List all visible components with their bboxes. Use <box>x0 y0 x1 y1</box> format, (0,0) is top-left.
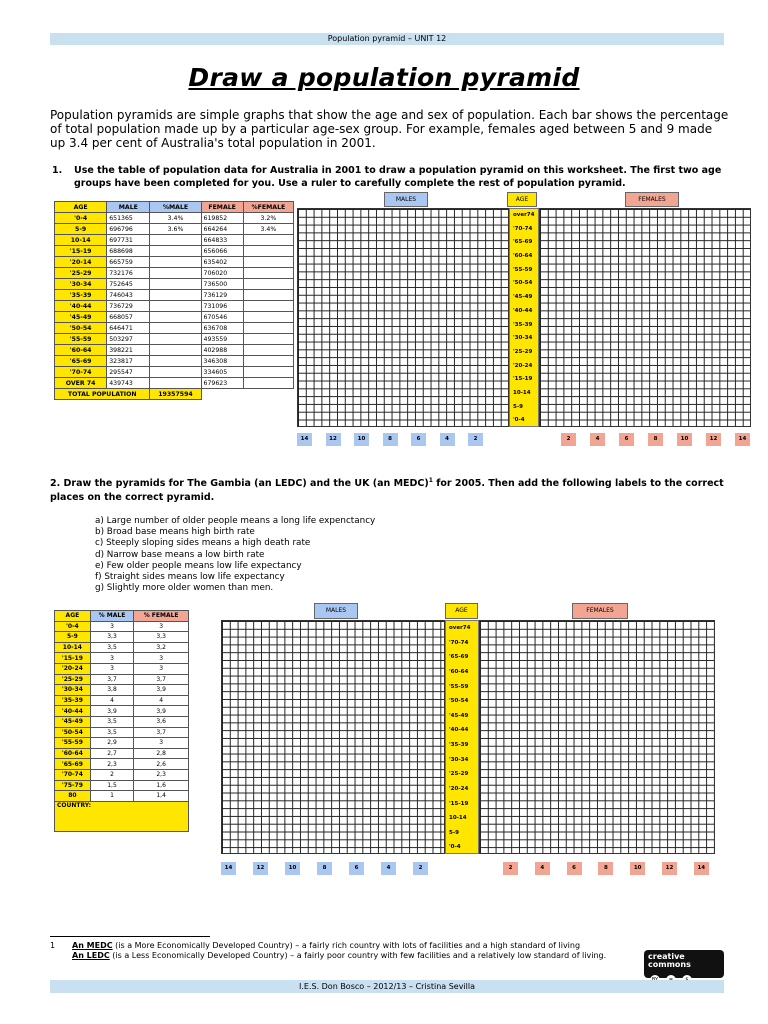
table2-body <box>55 621 189 801</box>
pyramid-labels-list <box>95 516 515 594</box>
table-cell: 3,2 <box>134 642 189 653</box>
age-cell: '15-19 <box>55 246 107 257</box>
table-cell: 1,4 <box>134 791 189 802</box>
age-group-label: 5-9 <box>513 403 523 410</box>
table1-total-label: TOTAL POPULATION <box>55 389 150 400</box>
table-row <box>55 759 189 770</box>
table-cell[interactable] <box>243 367 293 378</box>
male-scale-tick: 12 <box>253 862 268 875</box>
chart1-males-label: MALES <box>384 192 428 207</box>
table-row <box>55 780 189 791</box>
female-scale-tick: 6 <box>567 862 582 875</box>
footnote-ledc <box>50 951 670 961</box>
table1-total-empty <box>243 389 293 400</box>
label-option: d) Narrow base means a low birth rate <box>95 549 265 560</box>
age-group-label: '30-34 <box>449 756 469 763</box>
female-scale-tick: 12 <box>706 433 721 446</box>
table-cell[interactable]: 3.4% <box>150 213 201 224</box>
age-cell: '25-29 <box>55 674 91 685</box>
male-scale-tick: 12 <box>326 433 341 446</box>
table-cell: 334605 <box>201 367 243 378</box>
table-row <box>55 301 294 312</box>
chart2-age-label: AGE <box>445 603 478 619</box>
table-cell: 493559 <box>201 334 243 345</box>
table-cell[interactable] <box>243 290 293 301</box>
age-cell: '45-49 <box>55 312 107 323</box>
age-group-label: '45-49 <box>513 294 533 301</box>
age-cell: '0-4 <box>55 621 91 632</box>
table-cell: 346308 <box>201 356 243 367</box>
table-row <box>55 378 294 389</box>
age-cell: '50-54 <box>55 323 107 334</box>
table-cell: 1,6 <box>134 780 189 791</box>
age-group-label: over74 <box>513 212 535 218</box>
table-cell: 731096 <box>201 301 243 312</box>
table-cell[interactable] <box>243 323 293 334</box>
table-cell: 679623 <box>201 378 243 389</box>
table-cell[interactable] <box>243 301 293 312</box>
medc-term: An MEDC <box>72 941 113 950</box>
table-cell: 323817 <box>107 356 150 367</box>
table-cell[interactable] <box>243 257 293 268</box>
table-cell: 3,8 <box>90 685 133 696</box>
table-cell: 668057 <box>107 312 150 323</box>
table-cell: 646471 <box>107 323 150 334</box>
ledc-term: An LEDC <box>72 951 110 960</box>
male-scale-tick: 6 <box>349 862 364 875</box>
table-cell[interactable] <box>243 235 293 246</box>
table-cell: 402988 <box>201 345 243 356</box>
table-cell: 3 <box>90 663 133 674</box>
table-cell[interactable] <box>150 367 201 378</box>
age-cell: '35-39 <box>55 695 91 706</box>
table-cell: 2,9 <box>90 738 133 749</box>
female-scale-tick: 12 <box>662 862 677 875</box>
label-option: c) Steeply sloping sides means a high death rate <box>95 538 311 549</box>
table-cell[interactable] <box>150 345 201 356</box>
table1-header-male: MALE <box>107 202 150 213</box>
female-scale-tick: 2 <box>503 862 518 875</box>
table-row <box>55 727 189 738</box>
table2-country-field[interactable]: COUNTRY: <box>55 801 189 831</box>
table-row <box>55 632 189 643</box>
table-cell[interactable]: 3.2% <box>243 213 293 224</box>
label-option: b) Broad base means high birth rate <box>95 527 255 538</box>
table-cell: 3,7 <box>134 727 189 738</box>
table-cell: 3 <box>90 653 133 664</box>
table-cell[interactable] <box>150 268 201 279</box>
table1-header-pct-female: %FEMALE <box>243 202 293 213</box>
female-scale-tick: 2 <box>561 433 576 446</box>
question-2-text: 2. Draw the pyramids for The Gambia (an LEDC) and the UK (an MEDC) <box>50 478 429 490</box>
table-row <box>55 246 294 257</box>
page-footer: I.E.S. Don Bosco – 2012/13 – Cristina Sevilla <box>50 980 724 993</box>
page-header: Population pyramid – UNIT 12 <box>50 33 724 45</box>
table-cell[interactable] <box>150 290 201 301</box>
table-cell[interactable] <box>243 334 293 345</box>
age-group-label: '20-24 <box>513 362 533 369</box>
age-group-label: '65-69 <box>449 654 469 661</box>
table-row <box>55 685 189 696</box>
table-cell[interactable] <box>150 323 201 334</box>
age-cell: '70-74 <box>55 367 107 378</box>
female-scale-tick: 14 <box>735 433 750 446</box>
table-cell: 688698 <box>107 246 150 257</box>
male-scale-tick: 14 <box>221 862 236 875</box>
age-cell: 80 <box>55 791 91 802</box>
table-row <box>55 268 294 279</box>
age-group-label: '60-64 <box>449 668 469 675</box>
table-cell[interactable] <box>243 246 293 257</box>
creative-commons-logo: creative commons <box>648 952 691 969</box>
male-scale-tick: 6 <box>411 433 426 446</box>
age-cell: '30-34 <box>55 685 91 696</box>
age-group-label: '25-29 <box>449 771 469 778</box>
table-cell[interactable] <box>243 378 293 389</box>
table-cell: 2,3 <box>134 769 189 780</box>
age-cell: '20-24 <box>55 663 91 674</box>
table1-body <box>55 213 294 389</box>
table-cell[interactable] <box>243 356 293 367</box>
age-group-label: '40-44 <box>513 307 533 314</box>
table-cell: 2,3 <box>90 759 133 770</box>
age-group-label: '50-54 <box>513 280 533 287</box>
male-scale-tick: 10 <box>285 862 300 875</box>
table-cell[interactable] <box>150 312 201 323</box>
table-cell: 3,5 <box>90 727 133 738</box>
table-cell[interactable] <box>150 246 201 257</box>
table-cell: 1 <box>90 791 133 802</box>
page-title: Draw a population pyramid <box>188 63 580 92</box>
age-group-label: '45-49 <box>449 712 469 719</box>
table-row <box>55 791 189 802</box>
table-cell: 3,9 <box>90 706 133 717</box>
male-scale-tick: 14 <box>297 433 312 446</box>
table-cell: 619852 <box>201 213 243 224</box>
table-row <box>55 674 189 685</box>
table-cell[interactable] <box>243 345 293 356</box>
table-row <box>55 695 189 706</box>
label-option: a) Large number of older people means a long life expenctancy <box>95 516 376 526</box>
table-row <box>55 323 294 334</box>
age-cell: '15-19 <box>55 653 91 664</box>
age-group-label: '55-59 <box>449 683 469 690</box>
female-scale-tick: 10 <box>677 433 692 446</box>
table-cell: 3,7 <box>90 674 133 685</box>
table-cell: 1,5 <box>90 780 133 791</box>
age-group-label: 5-9 <box>449 829 459 836</box>
table-cell[interactable] <box>243 312 293 323</box>
age-group-label: '55-59 <box>513 266 533 273</box>
label-option: g) Slightly more older women than men. <box>95 583 274 594</box>
male-scale-tick: 8 <box>317 862 332 875</box>
intro-paragraph: Population pyramids are simple graphs that show the age and sex of population. Each bar shows the percentage of total population made up by a particular age-sex group. For example, females aged between 5 and 9 made up 3.4 per cent of Australia's total population in 2001. <box>50 108 729 150</box>
table2-header-pct-female: % FEMALE <box>134 611 189 622</box>
question-1 <box>52 164 724 190</box>
table-cell[interactable] <box>243 268 293 279</box>
table-row <box>55 334 294 345</box>
table-cell: 503297 <box>107 334 150 345</box>
table-cell: 3,5 <box>90 716 133 727</box>
table-cell: 3 <box>90 621 133 632</box>
table-row <box>55 706 189 717</box>
table-row <box>55 738 189 749</box>
question-2 <box>50 474 725 505</box>
chart2-females-label: FEMALES <box>572 603 628 619</box>
age-group-label: '35-39 <box>449 742 469 748</box>
footnote-divider <box>50 936 210 937</box>
table-row <box>55 224 294 235</box>
female-scale-tick: 14 <box>694 862 709 875</box>
table-cell: 736500 <box>201 279 243 290</box>
female-scale-tick: 8 <box>648 433 663 446</box>
male-scale-tick: 4 <box>440 433 455 446</box>
table1-header-female: FEMALE <box>201 202 243 213</box>
table-cell: 746043 <box>107 290 150 301</box>
age-cell: '70-74 <box>55 769 91 780</box>
table-cell: 2,6 <box>134 759 189 770</box>
male-scale-tick: 8 <box>383 433 398 446</box>
table-cell: 4 <box>134 695 189 706</box>
age-cell: '65-69 <box>55 759 91 770</box>
footnote <box>50 941 670 961</box>
age-cell: '75-79 <box>55 780 91 791</box>
table-row <box>55 235 294 246</box>
age-cell: '0-4 <box>55 213 107 224</box>
table-row <box>55 290 294 301</box>
table-row <box>55 279 294 290</box>
table-row <box>55 642 189 653</box>
table-cell[interactable] <box>150 356 201 367</box>
table-row <box>55 312 294 323</box>
footnote-medc <box>50 941 670 951</box>
label-option: f) Straight sides means low life expectancy <box>95 572 285 583</box>
age-group-label: '25-29 <box>513 348 533 355</box>
table-cell[interactable]: 3.6% <box>150 224 201 235</box>
age-group-label: '15-19 <box>513 376 533 383</box>
table-cell: 2 <box>90 769 133 780</box>
table-cell: 2,7 <box>90 748 133 759</box>
age-group-label: '70-74 <box>449 639 469 646</box>
table-row <box>55 367 294 378</box>
age-cell: '55-59 <box>55 738 91 749</box>
table-row <box>55 257 294 268</box>
table-cell: 398221 <box>107 345 150 356</box>
chart2-males-label: MALES <box>314 603 358 619</box>
table-cell: 636708 <box>201 323 243 334</box>
age-cell: '50-54 <box>55 727 91 738</box>
table-cell: 651365 <box>107 213 150 224</box>
table-cell: 3,7 <box>134 674 189 685</box>
table-row <box>55 653 189 664</box>
table-cell: 4 <box>90 695 133 706</box>
age-cell: '35-39 <box>55 290 107 301</box>
female-scale-tick: 10 <box>630 862 645 875</box>
age-cell: '60-64 <box>55 748 91 759</box>
table-cell: 2,8 <box>134 748 189 759</box>
age-cell: '65-69 <box>55 356 107 367</box>
table-row <box>55 345 294 356</box>
age-cell: 10-14 <box>55 642 91 653</box>
chart1-female-grid[interactable] <box>539 208 751 427</box>
table-cell: 3,5 <box>90 642 133 653</box>
table-cell[interactable] <box>243 279 293 290</box>
age-group-label: '0-4 <box>513 417 525 424</box>
table-cell: 3,9 <box>134 685 189 696</box>
label-option: e) Few older people means low life expectancy <box>95 560 302 571</box>
age-group-label: '15-19 <box>449 800 469 807</box>
table-cell: 736129 <box>201 290 243 301</box>
table-cell: 736729 <box>107 301 150 312</box>
country-population-table <box>54 610 189 832</box>
chart1-age-label: AGE <box>507 192 537 207</box>
age-group-label: '70-74 <box>513 225 533 232</box>
table-cell: 670546 <box>201 312 243 323</box>
table-row <box>55 213 294 224</box>
table-row <box>55 621 189 632</box>
age-cell: 5-9 <box>55 632 91 643</box>
table1-header-pct-male: %MALE <box>150 202 201 213</box>
table1-total-value: 19357594 <box>150 389 201 400</box>
age-cell: '20-14 <box>55 257 107 268</box>
age-cell: 10-14 <box>55 235 107 246</box>
table-cell: 439743 <box>107 378 150 389</box>
chart1-age-column <box>509 208 539 427</box>
table-cell: 3,3 <box>134 632 189 643</box>
table-cell[interactable] <box>150 235 201 246</box>
age-cell: '60-64 <box>55 345 107 356</box>
table-cell[interactable] <box>150 334 201 345</box>
question-1-number: 1. <box>52 165 63 176</box>
table-cell: 665759 <box>107 257 150 268</box>
age-group-label: '50-54 <box>449 698 469 705</box>
table1-header-age: AGE <box>55 202 107 213</box>
male-scale-tick: 10 <box>354 433 369 446</box>
table-cell: 664833 <box>201 235 243 246</box>
female-scale-tick: 4 <box>590 433 605 446</box>
ledc-text: (is a Less Economically Developed Country) – a fairly poor country with few facilities and a relatively low standard of living. <box>109 951 607 960</box>
age-group-label: '65-69 <box>513 239 533 246</box>
age-cell: 5-9 <box>55 224 107 235</box>
male-scale-tick: 2 <box>468 433 483 446</box>
table-row <box>55 769 189 780</box>
table-row <box>55 356 294 367</box>
table-cell: 3 <box>134 738 189 749</box>
table-cell[interactable] <box>150 378 201 389</box>
table-cell: 664264 <box>201 224 243 235</box>
chart2-male-grid[interactable] <box>221 620 445 854</box>
male-scale-tick: 2 <box>413 862 428 875</box>
female-scale-tick: 4 <box>535 862 550 875</box>
age-group-label: '40-44 <box>449 727 469 734</box>
age-group-label: 10-14 <box>513 389 531 396</box>
table-cell[interactable] <box>150 279 201 290</box>
table-cell: 295547 <box>107 367 150 378</box>
table-cell: 732176 <box>107 268 150 279</box>
footnote-number: 1 <box>50 941 56 950</box>
age-group-label: 10-14 <box>449 815 467 822</box>
medc-text: (is a More Economically Developed Country) – a fairly rich country with lots of facilities and a high standard of living <box>112 941 581 950</box>
age-cell: '55-59 <box>55 334 107 345</box>
table-cell: 656066 <box>201 246 243 257</box>
age-group-label: '35-39 <box>513 321 533 328</box>
question-2-text-2: for 2005. Then add the following labels to the correct places on the correct pyramid. <box>50 478 724 504</box>
female-scale-tick: 6 <box>619 433 634 446</box>
footnote-ref: 1 <box>428 477 433 484</box>
age-cell: '40-44 <box>55 706 91 717</box>
question-1-text: Use the table of population data for Australia in 2001 to draw a population pyramid on this worksheet. The first two age groups have been completed for you. Use a ruler to carefully complete the rest of population pyramid. <box>74 165 722 189</box>
table2-header-pct-male: % MALE <box>90 611 133 622</box>
table-cell[interactable]: 3.4% <box>243 224 293 235</box>
table-cell: 697731 <box>107 235 150 246</box>
age-group-label: '20-24 <box>449 785 469 792</box>
chart1-females-label: FEMALES <box>625 192 679 207</box>
age-cell: OVER 74 <box>55 378 107 389</box>
table-cell[interactable] <box>150 257 201 268</box>
table-cell: 3,3 <box>90 632 133 643</box>
table-cell: 3 <box>134 653 189 664</box>
table-cell: 706020 <box>201 268 243 279</box>
table-cell: 3 <box>134 663 189 674</box>
age-group-label: '60-64 <box>513 253 533 260</box>
age-cell: '30-34 <box>55 279 107 290</box>
table-row <box>55 748 189 759</box>
table-cell: 3,9 <box>134 706 189 717</box>
table2-header-age: AGE <box>55 611 91 622</box>
female-scale-tick: 8 <box>598 862 613 875</box>
table-cell: 635402 <box>201 257 243 268</box>
table-row <box>55 716 189 727</box>
age-cell: '45-49 <box>55 716 91 727</box>
creative-commons-badge[interactable] <box>644 950 724 978</box>
table-cell: 3 <box>134 621 189 632</box>
chart2-female-grid[interactable] <box>479 620 715 854</box>
table-row <box>55 663 189 674</box>
table-cell: 696796 <box>107 224 150 235</box>
chart2-age-column <box>445 620 479 854</box>
age-group-label: over74 <box>449 625 471 631</box>
age-cell: '25-29 <box>55 268 107 279</box>
table-cell[interactable] <box>150 301 201 312</box>
table1-total-empty <box>201 389 243 400</box>
australia-population-table <box>54 201 294 400</box>
age-group-label: '0-4 <box>449 844 461 851</box>
age-cell: '40-44 <box>55 301 107 312</box>
table-cell: 752645 <box>107 279 150 290</box>
age-group-label: '30-34 <box>513 335 533 342</box>
table-cell: 3,6 <box>134 716 189 727</box>
male-scale-tick: 4 <box>381 862 396 875</box>
chart1-male-grid[interactable] <box>297 208 509 427</box>
